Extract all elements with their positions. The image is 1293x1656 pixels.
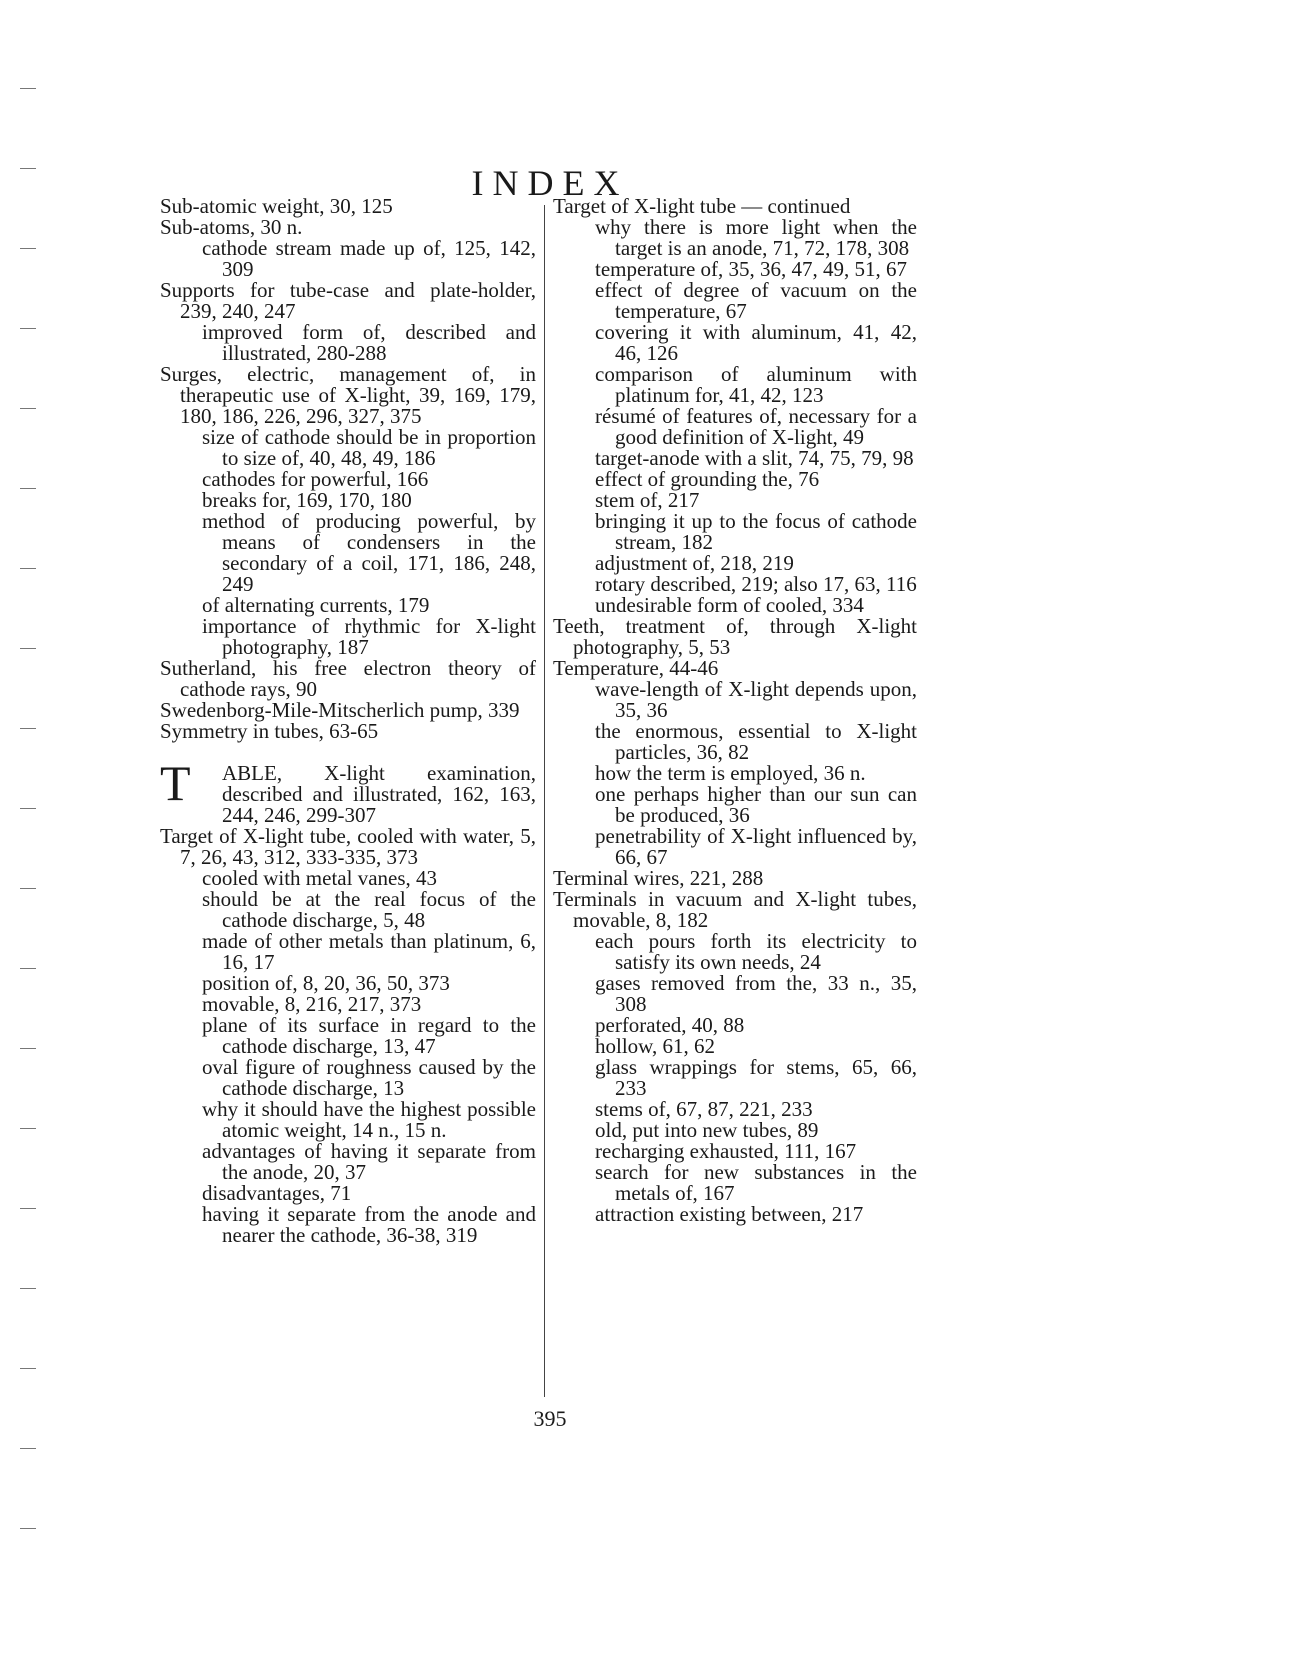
index-subentry: perforated, 40, 88 (595, 1013, 745, 1037)
margin-tick (20, 728, 36, 729)
index-entry-text: ABLE, X-light examination, described and illustrated, 162, 163, 244, 246, 299-307 (222, 761, 536, 827)
index-subentry: method of producing powerful, by means of condensers in the secondary of a coil, 171, 186, 248, 249 (202, 509, 536, 596)
index-entry: Temperature, 44-46 (553, 656, 719, 680)
index-subentry: gases removed from the, 33 n., 35, 308 (595, 971, 917, 1016)
margin-tick (20, 1208, 36, 1209)
index-subentry: improved form of, described and illustrated, 280-288 (202, 320, 536, 365)
index-subentry: each pours forth its electricity to satisfy its own needs, 24 (595, 929, 917, 974)
index-subentry: the enormous, essential to X-light particles, 36, 82 (595, 719, 917, 764)
margin-tick (20, 648, 36, 649)
index-subentry: effect of grounding the, 76 (595, 467, 820, 491)
index-entry: Sub-atomic weight, 30, 125 (160, 194, 393, 218)
margin-tick (20, 1128, 36, 1129)
index-subentry: glass wrappings for stems, 65, 66, 233 (595, 1055, 917, 1100)
index-subentry: cooled with metal vanes, 43 (202, 866, 438, 890)
drop-cap-letter: T (160, 755, 191, 811)
index-entry: Sutherland, his free electron theory of cathode rays, 90 (160, 656, 536, 701)
index-subentry: recharging exhausted, 111, 167 (595, 1139, 857, 1163)
index-subentry: of alternating currents, 179 (202, 593, 430, 617)
index-subentry: hollow, 61, 62 (595, 1034, 715, 1058)
index-subentry: plane of its surface in regard to the cathode discharge, 13, 47 (202, 1013, 536, 1058)
index-subentry: size of cathode should be in proportion to size of, 40, 48, 49, 186 (202, 425, 536, 470)
index-subentry: movable, 8, 216, 217, 373 (202, 992, 422, 1016)
index-column-left (160, 196, 536, 1246)
index-subentry: why it should have the highest possible atomic weight, 14 n., 15 n. (202, 1097, 536, 1142)
margin-tick (20, 808, 36, 809)
margin-tick (20, 1048, 36, 1049)
column-divider (544, 205, 545, 1397)
index-subentry: attraction existing between, 217 (595, 1202, 864, 1226)
index-subentry: how the term is employed, 36 n. (595, 761, 866, 785)
index-subentry: disadvantages, 71 (202, 1181, 352, 1205)
index-subentry: old, put into new tubes, 89 (595, 1118, 819, 1142)
margin-tick (20, 568, 36, 569)
index-subentry: wave-length of X-light depends upon, 35, 36 (595, 677, 917, 722)
index-subentry: cathodes for powerful, 166 (202, 467, 429, 491)
index-entry: Terminal wires, 221, 288 (553, 866, 764, 890)
index-subentry: adjustment of, 218, 219 (595, 551, 794, 575)
index-subentry: résumé of features of, necessary for a good definition of X-light, 49 (595, 404, 917, 449)
index-subentry: covering it with aluminum, 41, 42, 46, 126 (595, 320, 917, 365)
index-entry: Symmetry in tubes, 63-65 (160, 719, 379, 743)
margin-tick (20, 328, 36, 329)
margin-tick (20, 408, 36, 409)
page-title: INDEX (471, 163, 629, 204)
margin-tick (20, 888, 36, 889)
index-entry: Target of X-light tube, cooled with water, 5, 7, 26, 43, 312, 333-335, 373 (160, 824, 536, 869)
page-number: 395 (533, 1406, 567, 1431)
index-entry: Supports for tube-case and plate-holder, 239, 240, 247 (160, 278, 536, 323)
index-entry: Teeth, treatment of, through X-light photography, 5, 53 (553, 614, 917, 659)
index-subentry: oval figure of roughness caused by the cathode discharge, 13 (202, 1055, 536, 1100)
index-subentry: advantages of having it separate from the anode, 20, 37 (202, 1139, 536, 1184)
index-subentry: position of, 8, 20, 36, 50, 373 (202, 971, 450, 995)
index-subentry: why there is more light when the target is an anode, 71, 72, 178, 308 (595, 215, 917, 260)
index-subentry: should be at the real focus of the cathode discharge, 5, 48 (202, 887, 536, 932)
index-entry-dropcap (160, 755, 536, 827)
index-subentry: breaks for, 169, 170, 180 (202, 488, 412, 512)
index-subentry: penetrability of X-light influenced by, 66, 67 (595, 824, 917, 869)
index-subentry: one perhaps higher than our sun can be produced, 36 (595, 782, 917, 827)
margin-tick (20, 488, 36, 489)
margin-tick (20, 1368, 36, 1369)
index-entry: Target of X-light tube — continued (553, 194, 851, 218)
index-subentry: undesirable form of cooled, 334 (595, 593, 864, 617)
index-subentry: effect of degree of vacuum on the temperature, 67 (595, 278, 917, 323)
index-entry: Surges, electric, management of, in therapeutic use of X-light, 39, 169, 179, 180, 186, 226, 296, 327, 375 (160, 362, 536, 428)
margin-tick (20, 1448, 36, 1449)
index-subentry: target-anode with a slit, 74, 75, 79, 98 (595, 446, 914, 470)
index-subentry: cathode stream made up of, 125, 142, 309 (202, 236, 536, 281)
index-column-right (553, 196, 917, 1225)
index-subentry: made of other metals than platinum, 6, 16, 17 (202, 929, 536, 974)
index-entry: Swedenborg-Mile-Mitscherlich pump, 339 (160, 698, 520, 722)
index-subentry: having it separate from the anode and nearer the cathode, 36-38, 319 (202, 1202, 536, 1247)
index-subentry: search for new substances in the metals of, 167 (595, 1160, 917, 1205)
margin-tick (20, 1528, 36, 1529)
index-subentry: stem of, 217 (595, 488, 700, 512)
margin-tick (20, 88, 36, 89)
index-subentry: comparison of aluminum with platinum for, 41, 42, 123 (595, 362, 917, 407)
index-subentry: temperature of, 35, 36, 47, 49, 51, 67 (595, 257, 908, 281)
index-entry: Terminals in vacuum and X-light tubes, movable, 8, 182 (553, 887, 917, 932)
index-subentry: stems of, 67, 87, 221, 233 (595, 1097, 813, 1121)
margin-tick (20, 1288, 36, 1289)
index-subentry: importance of rhythmic for X-light photography, 187 (202, 614, 536, 659)
index-entry: Sub-atoms, 30 n. (160, 215, 303, 239)
index-subentry: rotary described, 219; also 17, 63, 116 (595, 572, 917, 596)
margin-tick (20, 248, 36, 249)
index-subentry: bringing it up to the focus of cathode stream, 182 (595, 509, 917, 554)
margin-tick (20, 968, 36, 969)
